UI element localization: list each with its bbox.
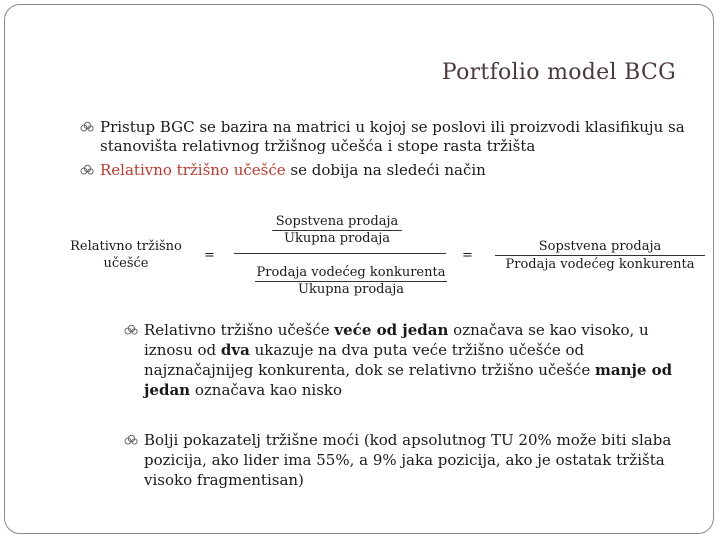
sub-text: Relativno tržišno učešće <box>144 321 335 339</box>
lower-fraction <box>248 265 454 298</box>
slide-title: Portfolio model BCG <box>441 60 676 85</box>
cloud-bullet-icon <box>124 433 138 447</box>
sub-bullet-item <box>122 430 692 490</box>
sub-bullet-item <box>122 320 692 400</box>
sub-text: ukazuje na dva puta veće tržišno učešće od najznačajnijeg konkurenta, dok se relativno tržišno učešće <box>144 341 595 379</box>
sub-text: Bolji pokazatelj tržišne moći (kod apsolutnog TU 20% može biti slaba pozicija, ako lider ima 55%, a 9% jaka pozicija, ako je ostatak tržišta visoko fragmentisan) <box>144 431 672 489</box>
main-fraction-line <box>234 253 446 254</box>
lower-denominator: Ukupna prodaja <box>298 282 404 297</box>
equals-sign: = <box>462 248 473 263</box>
sub-bold: veće od jedan <box>334 321 449 339</box>
sub-bold: dva <box>220 341 250 359</box>
upper-fraction <box>262 214 412 247</box>
result-fraction <box>488 238 712 273</box>
result-denominator: Prodaja vodećeg konkurenta <box>505 257 695 272</box>
upper-numerator: Sopstvena prodaja <box>272 214 402 231</box>
formula-label: Relativno tržišno učešće <box>70 239 182 271</box>
sub-text: označava kao nisko <box>190 381 343 399</box>
sub-text: označava se kao visoko, u iznosu od <box>144 321 649 359</box>
cloud-bullet-icon <box>124 323 138 337</box>
result-numerator: Sopstvena prodaja <box>495 238 705 256</box>
equals-sign: = <box>204 248 215 263</box>
sub-bold: manje od jedan <box>144 361 673 399</box>
highlight-term: Relativno tržišno učešće <box>100 161 286 179</box>
bullet-text: se dobija na sledeći način <box>285 161 486 179</box>
lower-numerator: Prodaja vodećeg konkurenta <box>256 265 446 280</box>
upper-denominator: Ukupna prodaja <box>284 231 390 246</box>
sub-bullet-list <box>122 320 692 490</box>
bullet-text: Pristup BGC se bazira na matrici u kojoj se poslovi ili proizvodi klasifikuju sa stanovišta relativnog tržišnog učešća i stope rasta tržišta <box>100 118 685 155</box>
